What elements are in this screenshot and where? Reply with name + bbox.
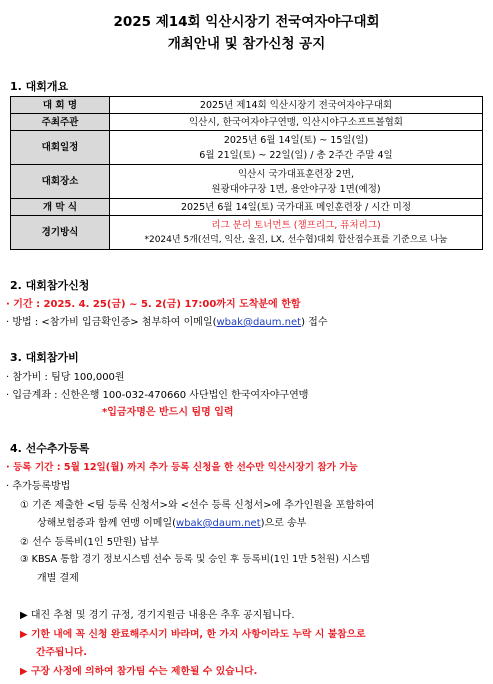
row-value-venue: [110, 165, 483, 199]
item1-text-prefix: 상해보험증과 함께 연맹 이메일(: [37, 518, 177, 529]
additional-method-title: · 추가등록방법: [6, 481, 71, 492]
triangle-bullet-icon: ▶: [20, 666, 31, 677]
format-line-2: *2024년 5개(선덕, 익산, 울진, LX, 선수협)대회 합산점수표를 기준으로 나눔: [144, 234, 448, 245]
section-heading-overview: 1. 대회개요: [10, 80, 69, 93]
method-text-suffix: ) 접수: [301, 317, 328, 328]
section-heading-additional: 4. 선수추가등록: [10, 442, 90, 455]
notice-3-text: 구장 사정에 의하여 참가팀 수는 제한될 수 있습니다.: [30, 666, 258, 677]
notice-1: [20, 606, 295, 621]
row-label-host: 주최주관: [11, 114, 110, 131]
schedule-line-1: 2025년 6월 14일(토) ~ 15일(일): [223, 134, 369, 146]
fee-note: *입금자명은 반드시 팀명 입력: [102, 407, 234, 418]
additional-item-2: ② 선수 등록비(1인 5만원) 납부: [20, 537, 159, 548]
additional-item-1-cont: [37, 514, 306, 529]
notice-2-cont: 간주됩니다.: [36, 647, 88, 658]
additional-item-3-cont: 개별 결제: [37, 573, 79, 584]
document-subtitle: 개최안내 및 참가신청 공지: [167, 36, 326, 52]
schedule-line-2: 6월 21일(토) ~ 22일(일) / 총 2주간 주말 4일: [199, 149, 393, 161]
notice-1-text: 대진 추첨 및 경기 규정, 경기지원금 내용은 추후 공지됩니다.: [30, 610, 295, 621]
triangle-bullet-icon: ▶: [20, 610, 31, 621]
row-value-opening: 2025년 6월 14일(토) 국가대표 메인훈련장 / 시간 미정: [110, 199, 483, 216]
document-title: 2025 제14회 익산시장기 전국여자야구대회: [113, 14, 380, 30]
triangle-bullet-icon: ▶: [20, 629, 31, 640]
row-label-opening: 개 막 식: [11, 199, 110, 216]
overview-table: [10, 96, 483, 250]
format-line-1: 리그 분리 토너먼트 (챔프리그, 퓨처리그): [211, 219, 381, 231]
section-heading-fee: 3. 대회참가비: [10, 351, 79, 364]
additional-period: · 등록 기간 : 5월 12일(월) 까지 추가 등록 신청을 한 선수만 익산시장기 참가 가능: [6, 462, 358, 473]
fee-account: · 입금계좌 : 신한은행 100-032-470660 사단법인 한국여자야구연맹: [6, 390, 309, 401]
row-label-format: 경기방식: [11, 216, 110, 250]
notice-3: [20, 663, 257, 677]
method-text-prefix: · 방법 : <참가비 입금확인증> 첨부하여 이메일(: [6, 317, 217, 328]
row-label-venue: 대회장소: [11, 165, 110, 199]
item1-text-suffix: )으로 송부: [260, 518, 307, 529]
fee-amount: · 참가비 : 팀당 100,000원: [6, 372, 125, 383]
email-link[interactable]: wbak@daum.net: [216, 317, 302, 328]
section-heading-application: 2. 대회참가신청: [10, 279, 90, 292]
row-label-schedule: 대회일정: [11, 131, 110, 165]
row-value-schedule: [110, 131, 483, 165]
row-label-name: 대 회 명: [11, 97, 110, 114]
row-value-host: 익산시, 한국여자야구연맹, 익산시야구소프트볼협회: [110, 114, 483, 131]
row-value-name: 2025년 제14회 익산시장기 전국여자야구대회: [110, 97, 483, 114]
additional-item-1: ① 기존 제출한 <팀 등록 신청서>와 <선수 등록 신청서>에 추가인원을 포함하여: [20, 500, 375, 511]
item1-email-link[interactable]: wbak@daum.net: [176, 518, 261, 529]
venue-line-1: 익산시 국가대표훈련장 2면,: [237, 168, 355, 180]
application-period: · 기간 : 2025. 4. 25(금) ~ 5. 2(금) 17:00까지 도착분에 한함: [6, 299, 301, 310]
application-method: [6, 313, 328, 328]
additional-item-3: ③ KBSA 통합 경기 정보시스템 선수 등록 및 승인 후 등록비(1인 1만 5천원) 시스템: [20, 554, 370, 565]
notice-2: [20, 626, 366, 640]
venue-line-2: 원광대야구장 1면, 용안야구장 1면(예정): [211, 183, 381, 195]
row-value-format: [110, 216, 483, 250]
notice-2-text: 기한 내에 꼭 신청 완료해주시기 바라며, 한 가지 사항이라도 누락 시 불참으로: [30, 629, 366, 640]
